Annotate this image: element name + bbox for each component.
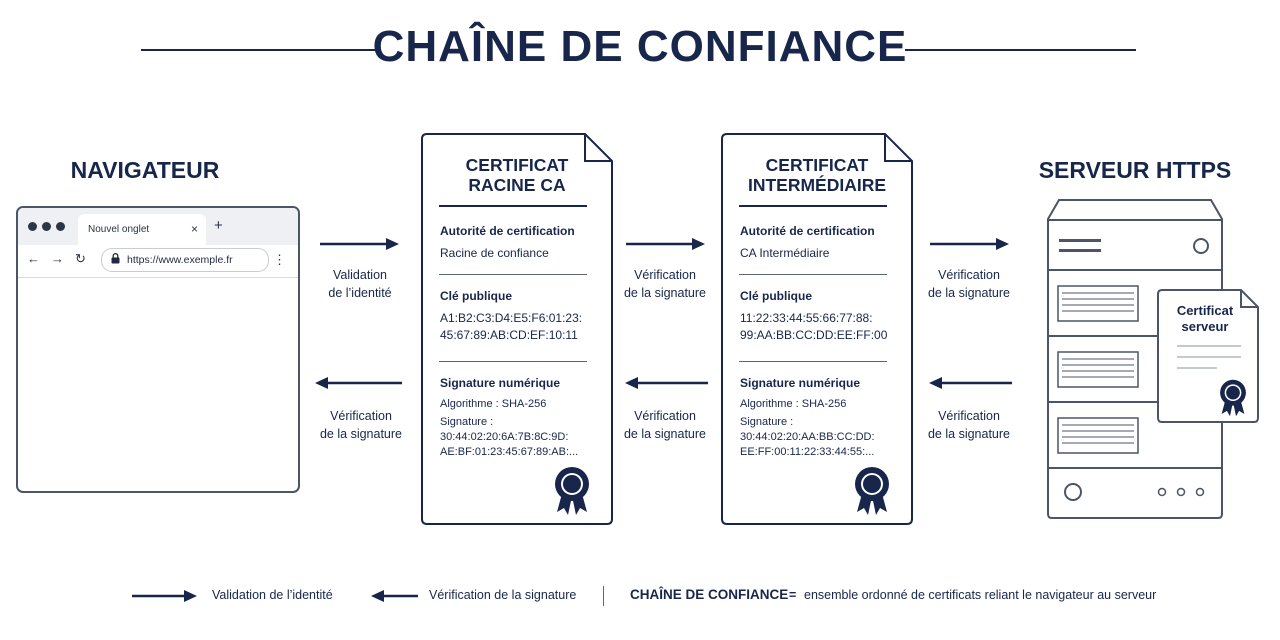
seal-icon [854,466,890,516]
signature-line: AE:BF:01:23:45:67:89:AB:... [440,446,579,458]
arrow-label-line: de la signature [927,427,1010,441]
arrow-right-icon [320,237,400,251]
public-key-line: 11:22:33:44:55:66:77:88: [740,311,873,325]
legend-separator [603,586,604,606]
signature-label: Signature numérique [440,376,561,390]
certificate-title-line: RACINE CA [468,175,566,195]
signature-prefix: Signature : [440,416,494,428]
back-icon[interactable]: ← [27,251,40,266]
certificate-title-line: CERTIFICAT [765,155,869,175]
divider [439,361,587,362]
authority-label: Autorité de certification [440,224,575,238]
arrow-label-line: Validation [333,268,387,282]
server-heading: SERVEUR HTTPS [1038,157,1232,183]
server-certificate-title-line: serveur [1181,319,1229,334]
signature-line: 30:44:02:20:AA:BB:CC:DD: [740,431,875,443]
server-certificate-title [1157,303,1253,335]
public-key-line: 99:AA:BB:CC:DD:EE:FF:00 [740,328,888,342]
arrow-right-icon [930,237,1010,251]
arrow-label-line: Vérification [634,268,696,282]
arrow-label [610,266,720,302]
arrow-label-line: de la signature [319,427,402,441]
arrow-label-line: Vérification [938,409,1000,423]
algorithm-text: Algorithme : SHA-256 [440,398,547,410]
seal-icon [554,466,590,516]
arrow-label-line: de l’identité [328,286,392,300]
forward-icon[interactable]: → [51,251,64,266]
legend-arrow-left-icon [370,589,418,603]
signature-label: Signature numérique [740,376,861,390]
arrow-label-line: Vérification [938,268,1000,282]
arrow-label-line: de la signature [623,427,706,441]
arrow-label [914,407,1024,443]
address-row [18,245,298,278]
browser-tab-bar [18,208,298,245]
legend-forward-text: Validation de l’identité [212,588,333,602]
page-title: CHAÎNE DE CONFIANCE [372,22,908,71]
seal-icon [1219,379,1247,417]
tab-label: Nouvel onglet [88,224,150,235]
intermediate-certificate [721,133,913,525]
arrow-left-icon [314,376,402,390]
signature-prefix: Signature : [740,416,794,428]
server-certificate-title-line: Certificat [1176,303,1234,318]
lock-icon [111,253,120,267]
authority-value: Racine de confiance [440,246,549,260]
arrow-left-icon [928,376,1012,390]
new-tab-icon[interactable]: + [214,217,223,234]
divider [739,274,887,275]
arrow-label [305,266,415,302]
url-text: https://www.exemple.fr [127,254,233,266]
arrow-label-line: Vérification [634,409,696,423]
divider [739,361,887,362]
tab-close-icon[interactable]: × [190,222,198,236]
window-dot-icon [28,222,37,231]
browser-tab[interactable] [78,214,206,245]
arrow-label-line: de la signature [927,286,1010,300]
legend-term: CHAÎNE DE CONFIANCE [630,587,789,602]
divider [439,205,587,207]
authority-value: CA Intermédiaire [740,246,830,260]
signature-line: EE:FF:00:11:22:33:44:55:... [740,446,875,458]
arrow-label-line: de la signature [623,286,706,300]
address-bar[interactable] [101,248,269,272]
reload-icon[interactable]: ↻ [75,251,86,266]
legend-backward-text: Vérification de la signature [429,588,577,602]
certificate-title [421,155,613,195]
window-dot-icon [56,222,65,231]
algorithm-text: Algorithme : SHA-256 [740,398,847,410]
certificate-title [721,155,913,195]
legend-arrow-right-icon [132,589,198,603]
browser-heading: NAVIGATEUR [70,157,220,183]
server-certificate [1157,289,1259,423]
public-key-line: 45:67:89:AB:CD:EF:10:11 [440,328,578,342]
root-certificate [421,133,613,525]
signature-line: 30:44:02:20:6A:7B:8C:9D: [440,431,569,443]
public-key-line: A1:B2:C3:D4:E5:F6:01:23: [440,311,583,325]
menu-kebab-icon[interactable]: ⋮ [273,252,286,267]
certificate-title-line: INTERMÉDIAIRE [747,175,887,195]
arrow-label [610,407,720,443]
arrow-right-icon [626,237,706,251]
divider [739,205,887,207]
public-key-label: Clé publique [440,289,512,303]
authority-label: Autorité de certification [740,224,875,238]
certificate-title-line: CERTIFICAT [465,155,569,175]
arrow-label [914,266,1024,302]
arrow-label-line: Vérification [330,409,392,423]
public-key-label: Clé publique [740,289,812,303]
legend-definition: ensemble ordonné de certificats reliant le navigateur au serveur [804,588,1157,602]
arrow-left-icon [624,376,708,390]
divider [439,274,587,275]
browser-window [16,206,300,493]
arrow-label [306,407,416,443]
window-dot-icon [42,222,51,231]
legend-equals: = [789,588,797,602]
